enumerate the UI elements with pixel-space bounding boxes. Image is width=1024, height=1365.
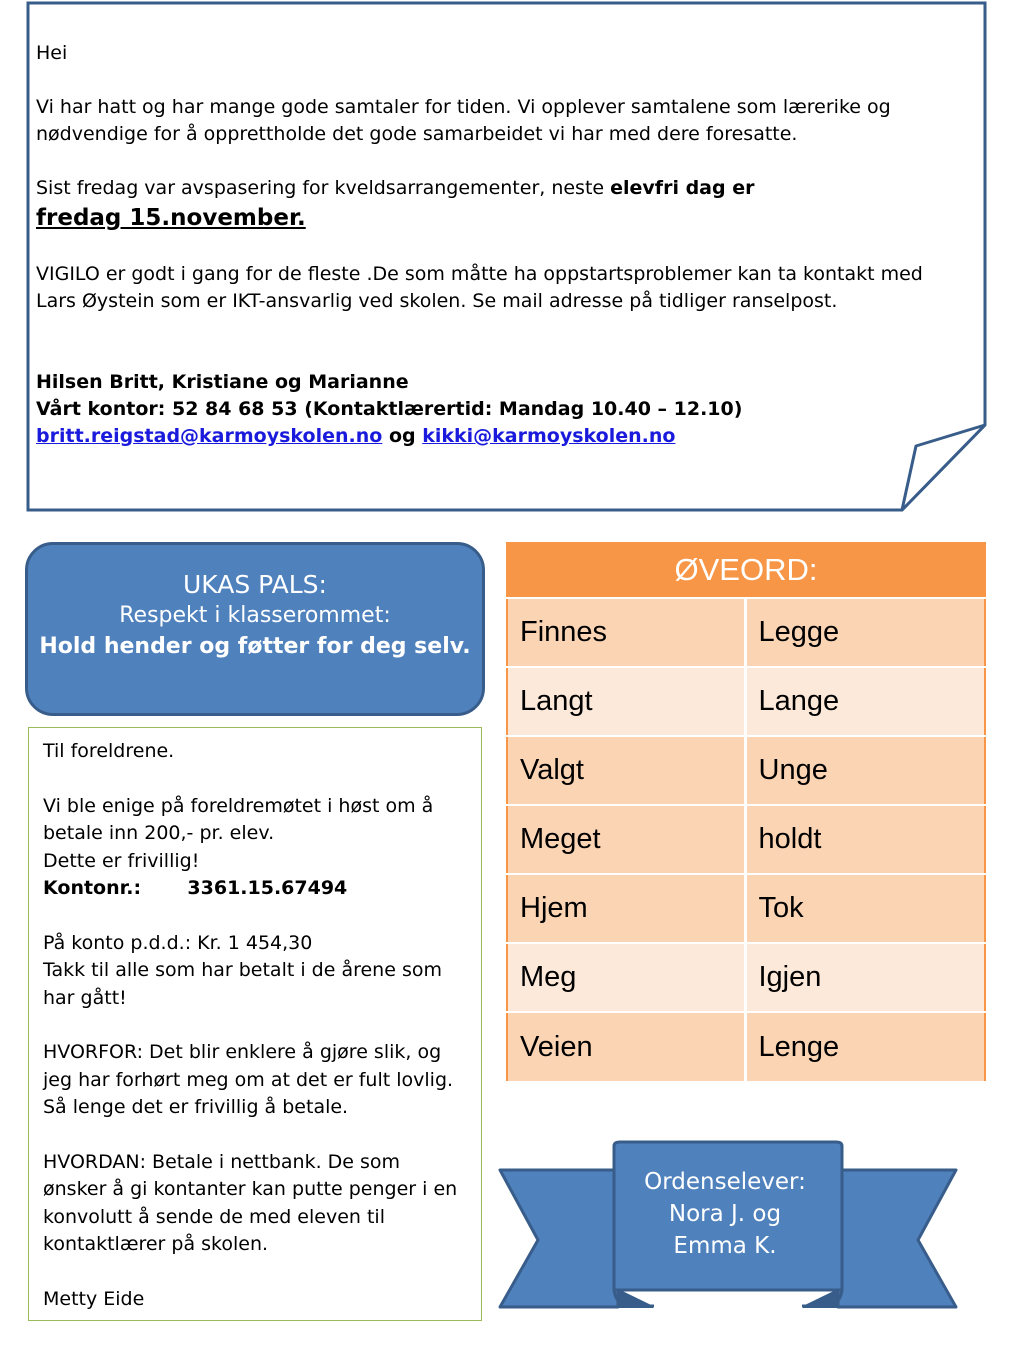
pals-rule: Hold hender og føtter for deg selv. (39, 634, 471, 659)
pals-title: UKAS PALS: (183, 570, 327, 599)
office-contact: Vårt kontor: 52 84 68 53 (Kontaktlærertid: Mandag 10.40 – 12.10) (36, 398, 743, 420)
word-cell: Meg (507, 943, 745, 1012)
table-row (507, 736, 985, 805)
ribbon-name-1: Nora J. og (668, 1201, 782, 1227)
letter-greeting: Hei (36, 42, 68, 64)
pals-subtitle: Respekt i klasserommet: (119, 603, 391, 628)
email-line (36, 423, 966, 450)
email-link-britt[interactable]: britt.reigstad@karmoyskolen.no (36, 425, 383, 447)
note-agreement: Vi ble enige på foreldremøtet i høst om å betale inn 200,- pr. elev. (43, 794, 434, 845)
note-balance: På konto p.d.d.: Kr. 1 454,30 (43, 931, 313, 954)
letter-paragraph-2 (36, 175, 966, 202)
word-cell: Meget (507, 805, 745, 874)
ribbon-title: Ordenselever: (644, 1169, 806, 1195)
word-cell: Langt (507, 667, 745, 736)
word-cell: Igjen (745, 943, 985, 1012)
ribbon-name-2: Emma K. (673, 1233, 777, 1259)
ribbon-text (614, 1166, 836, 1262)
word-cell: Legge (745, 598, 985, 667)
word-cell: Finnes (507, 598, 745, 667)
next-free-day-date: fredag 15.november. (36, 205, 306, 231)
letter-paragraph-1: Vi har hatt og har mange gode samtaler for tiden. Vi opplever samtalene som lærerike og nødvendige for å opprettholde det gode samarbeidet vi har med dere foresatte. (36, 96, 891, 145)
email-join: og (382, 425, 423, 447)
word-cell: Veien (507, 1012, 745, 1081)
pals-box (25, 542, 485, 716)
table-row (507, 805, 985, 874)
note-signature: Metty Eide (43, 1288, 145, 1311)
word-cell: holdt (745, 805, 985, 874)
letter-signature: Hilsen Britt, Kristiane og Marianne (36, 371, 409, 393)
letter-body (36, 40, 966, 450)
note-salutation: Til foreldrene. (43, 740, 175, 762)
letter-paragraph-2-bold: elevfri dag er (610, 177, 755, 199)
practice-words-table (506, 542, 986, 1081)
note-voluntary: Dette er frivillig! (43, 849, 200, 872)
note-account-number: Kontonr.: 3361.15.67494 (43, 877, 348, 900)
table-row (507, 598, 985, 667)
word-cell: Lenge (745, 1012, 985, 1081)
word-cell: Hjem (507, 874, 745, 943)
letter-paragraph-2-text: Sist fredag var avspasering for kveldsarrangementer, neste (36, 177, 611, 199)
note-why: HVORFOR: Det blir enklere å gjøre slik, og jeg har forhørt meg om at det er fult lovlig. Så lenge det er frivillig å betale. (43, 1041, 454, 1119)
letter-paragraph-3: VIGILO er godt i gang for de fleste .De som måtte ha oppstartsproblemer kan ta kontakt med Lars Øystein som er IKT-ansvarlig ved skolen. Se mail adresse på tidliger ranselpost. (36, 263, 923, 312)
note-how: HVORDAN: Betale i nettbank. De som ønsker å gi kontanter kan putte penger i en konvolutt å sende de med eleven til kontaktlærer på skolen. (43, 1151, 458, 1256)
table-row (507, 874, 985, 943)
table-row (507, 1012, 985, 1081)
word-cell: Valgt (507, 736, 745, 805)
email-link-kikki[interactable]: kikki@karmoyskolen.no (422, 425, 676, 447)
word-cell: Tok (745, 874, 985, 943)
word-cell: Lange (745, 667, 985, 736)
table-row (507, 943, 985, 1012)
word-cell: Unge (745, 736, 985, 805)
practice-words-header: ØVEORD: (507, 542, 985, 598)
note-thanks: Takk til alle som har betalt i de årene som har gått! (43, 959, 442, 1009)
table-row (507, 667, 985, 736)
parents-note (28, 727, 482, 1321)
